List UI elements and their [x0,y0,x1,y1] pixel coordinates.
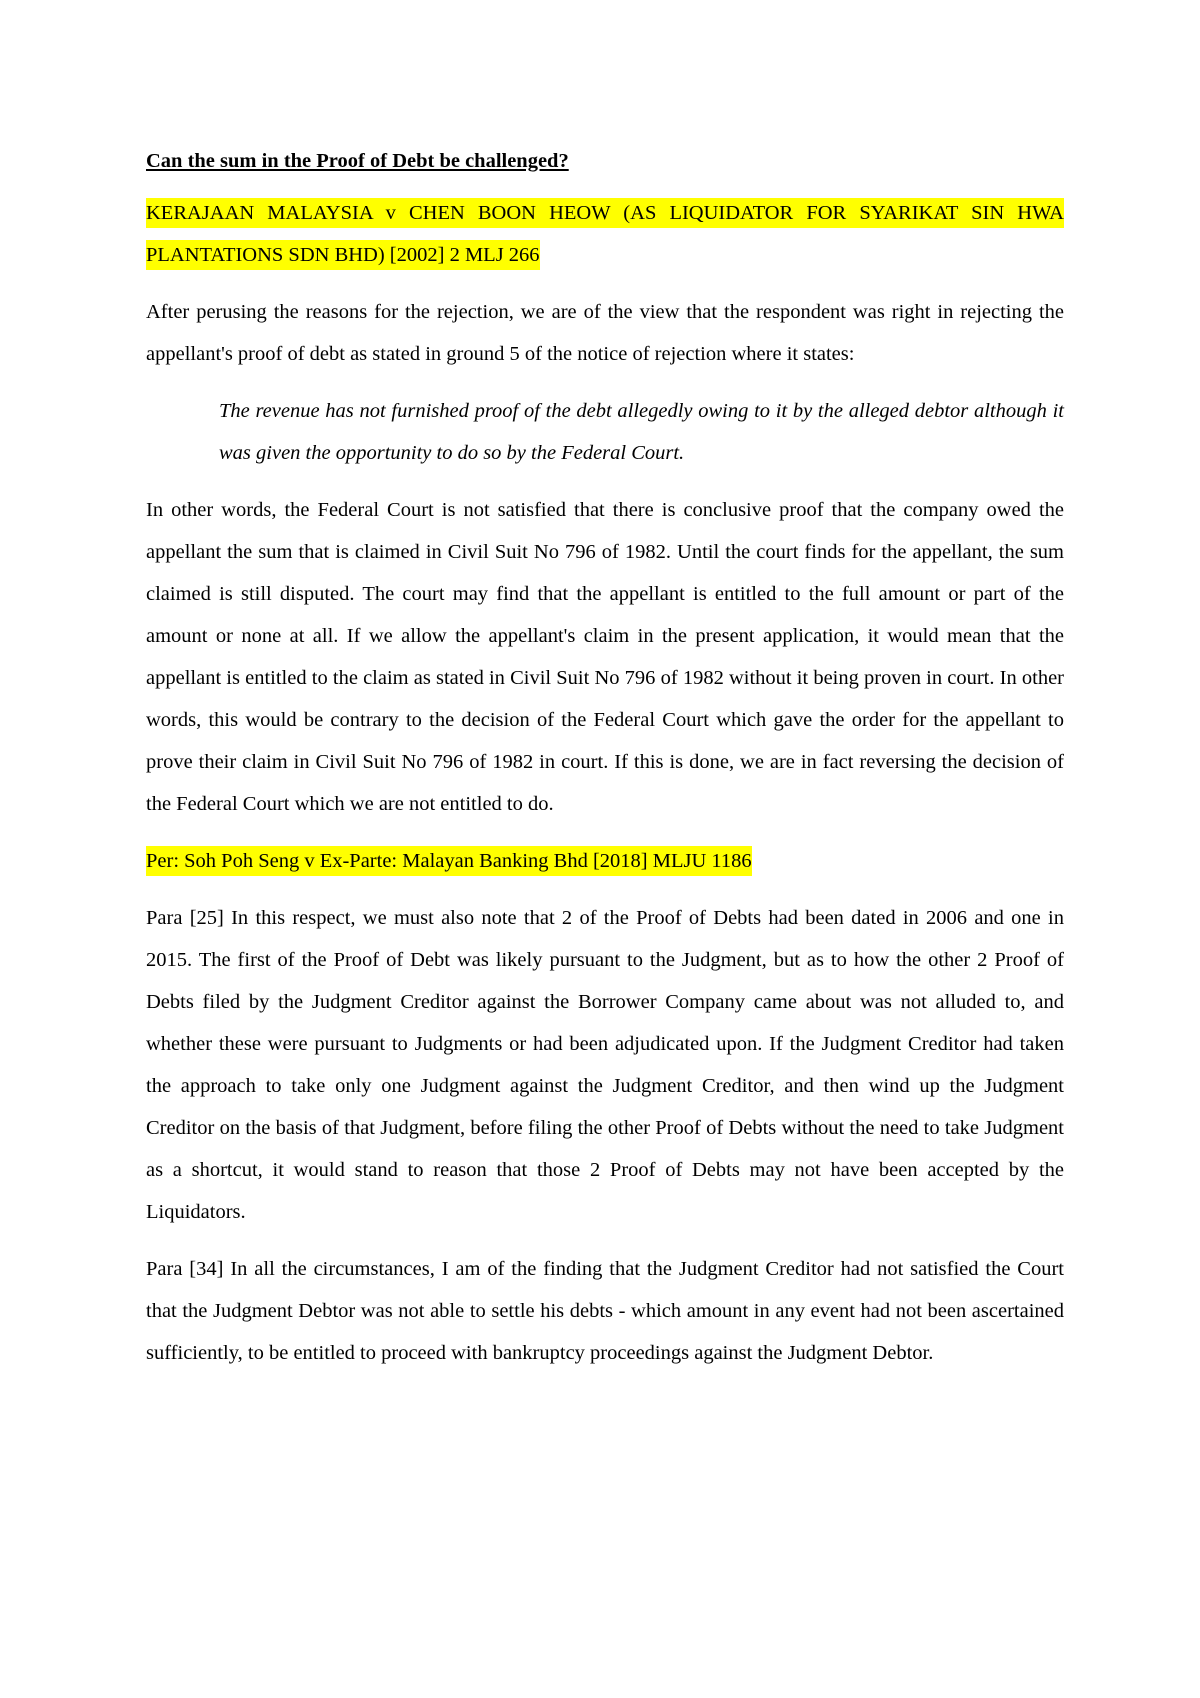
case-citation-highlight: KERAJAAN MALAYSIA v CHEN BOON HEOW (AS LIQUIDATOR FOR SYARIKAT SIN HWA PLANTATIONS SDN BHD) [2002] 2 MLJ 266 [146,198,1064,270]
case2-para-25: Para [25] In this respect, we must also note that 2 of the Proof of Debts had been dated in 2006 and one in 2015. The first of the Proof of Debt was likely pursuant to the Judgment, but as to how the other 2 Proof of Debts filed by the Judgment Creditor against the Borrower Company came about was not alluded to, and whether these were pursuant to Judgments or had been adjudicated upon. If the Judgment Creditor had taken the approach to take only one Judgment against the Judgment Creditor, and then wind up the Judgment Creditor on the basis of that Judgment, before filing the other Proof of Debts without the need to take Judgment as a shortcut, it would stand to reason that those 2 Proof of Debts may not have been accepted by the Liquidators. [146,907,1064,1223]
case-citation-highlight: Per: Soh Poh Seng v Ex-Parte: Malayan Banking Bhd [2018] MLJU 1186 [146,846,752,876]
case1-body-paragraph: In other words, the Federal Court is not satisfied that there is conclusive proof that the company owed the appellant the sum that is claimed in Civil Suit No 796 of 1982. Until the court finds for the appellant, the sum claimed is still disputed. The court may find that the appellant is entitled to the full amount or part of the amount or none at all. If we allow the appellant's claim in the present application, it would mean that the appellant is entitled to the claim as stated in Civil Suit No 796 of 1982 without it being proven in court. In other words, this would be contrary to the decision of the Federal Court which gave the order for the appellant to prove their claim in Civil Suit No 796 of 1982 in court. If this is done, we are in fact reversing the decision of the Federal Court which we are not entitled to do. [146,499,1064,815]
case1-intro-paragraph: After perusing the reasons for the rejection, we are of the view that the respondent was right in rejecting the appellant's proof of debt as stated in ground 5 of the notice of rejection where it states: [146,301,1064,365]
document-heading: Can the sum in the Proof of Debt be challenged? [146,150,569,172]
case1-block-quote: The revenue has not furnished proof of the debt allegedly owing to it by the alleged debtor although it was given the opportunity to do so by the Federal Court. [219,400,1064,464]
case-citation-kerajaan [146,192,1064,276]
document-page [146,140,1064,1389]
case-citation-soh-poh-seng [146,840,1064,882]
case2-para-34: Para [34] In all the circumstances, I am of the finding that the Judgment Creditor had not satisfied the Court that the Judgment Debtor was not able to settle his debts - which amount in any event had not been ascertained sufficiently, to be entitled to proceed with bankruptcy proceedings against the Judgment Debtor. [146,1258,1064,1364]
